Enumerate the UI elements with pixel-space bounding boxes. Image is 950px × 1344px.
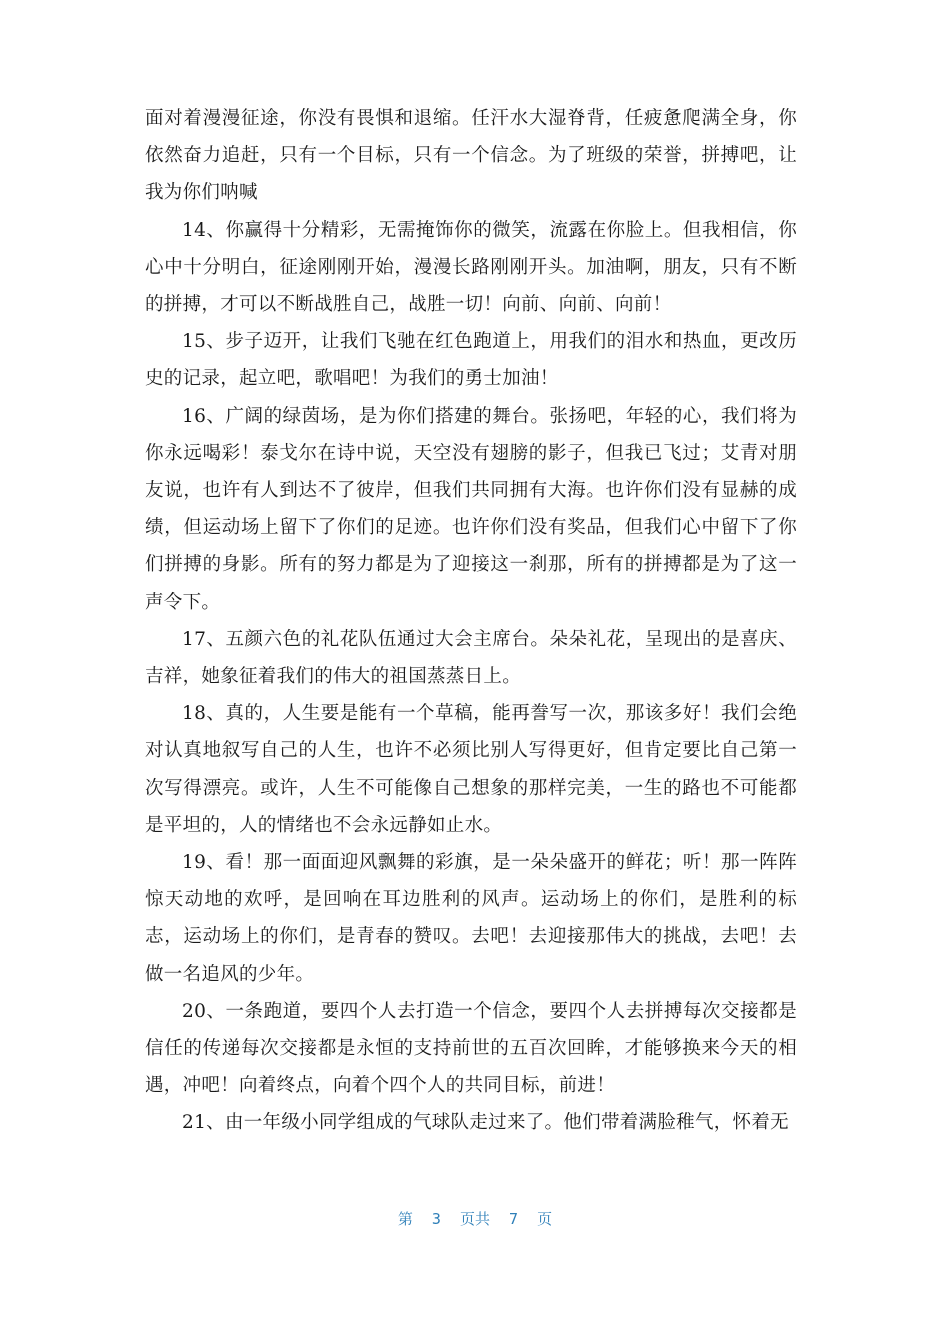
document-body — [145, 100, 797, 1142]
paragraph-17: 17、五颜六色的礼花队伍通过大会主席台。朵朵礼花，呈现出的是喜庆、吉祥，她象征着我们的伟大的祖国蒸蒸日上。 — [145, 628, 797, 688]
paragraph-14: 14、你赢得十分精彩，无需掩饰你的微笑，流露在你脸上。但我相信，你心中十分明白，征途刚刚开始，漫漫长路刚刚开头。加油啊，朋友，只有不断的拼搏，才可以不断战胜自己，战胜一切！向前、向前、向前！ — [145, 219, 797, 316]
paragraph-19: 19、看！那一面面迎风飘舞的彩旗，是一朵朵盛开的鲜花；听！那一阵阵惊天动地的欢呼，是回响在耳边胜利的风声。运动场上的你们，是胜利的标志，运动场上的你们，是青春的赞叹。去吧！去迎接那伟大的挑战，去吧！去做一名追风的少年。 — [145, 852, 797, 985]
paragraph-15: 15、步子迈开，让我们飞驰在红色跑道上，用我们的泪水和热血，更改历史的记录，起立吧，歌唱吧！为我们的勇士加油！ — [145, 331, 797, 390]
paragraph-continuation: 面对着漫漫征途，你没有畏惧和退缩。任汗水大湿脊背，任疲惫爬满全身，你依然奋力追赶，只有一个目标，只有一个信念。为了班级的荣誉，拼搏吧，让我为你们呐喊 — [145, 108, 797, 204]
footer-prefix: 第 — [397, 1210, 413, 1228]
footer-suffix: 页 — [537, 1210, 553, 1228]
footer-total-pages: 7 — [509, 1210, 519, 1228]
footer-middle: 页共 — [459, 1210, 490, 1228]
paragraph-21: 21、由一年级小同学组成的气球队走过来了。他们带着满脸稚气，怀着无 — [182, 1112, 789, 1134]
paragraph-20: 20、一条跑道，要四个人去打造一个信念，要四个人去拼搏每次交接都是信任的传递每次交接都是永恒的支持前世的五百次回眸，才能够换来今天的相遇，冲吧！向着终点，向着个四个人的共同目标，前进！ — [145, 1000, 797, 1097]
footer-page-number: 3 — [431, 1210, 441, 1228]
page-footer — [0, 1208, 950, 1229]
paragraph-18: 18、真的，人生要是能有一个草稿，能再誊写一次，那该多好！我们会绝对认真地叙写自己的人生，也许不必须比别人写得更好，但肯定要比自己第一次写得漂亮。或许，人生不可能像自己想象的那样完美，一生的路也不可能都是平坦的，人的情绪也不会永远静如止水。 — [145, 703, 797, 836]
paragraph-16: 16、广阔的绿茵场，是为你们搭建的舞台。张扬吧，年轻的心，我们将为你永远喝彩！泰戈尔在诗中说，天空没有翅膀的影子，但我已飞过；艾青对朋友说，也许有人到达不了彼岸，但我们共同拥有大海。也许你们没有显赫的成绩，但运动场上留下了你们的足迹。也许你们没有奖品，但我们心中留下了你们拼搏的身影。所有的努力都是为了迎接这一刹那，所有的拼搏都是为了这一声令下。 — [145, 405, 797, 613]
